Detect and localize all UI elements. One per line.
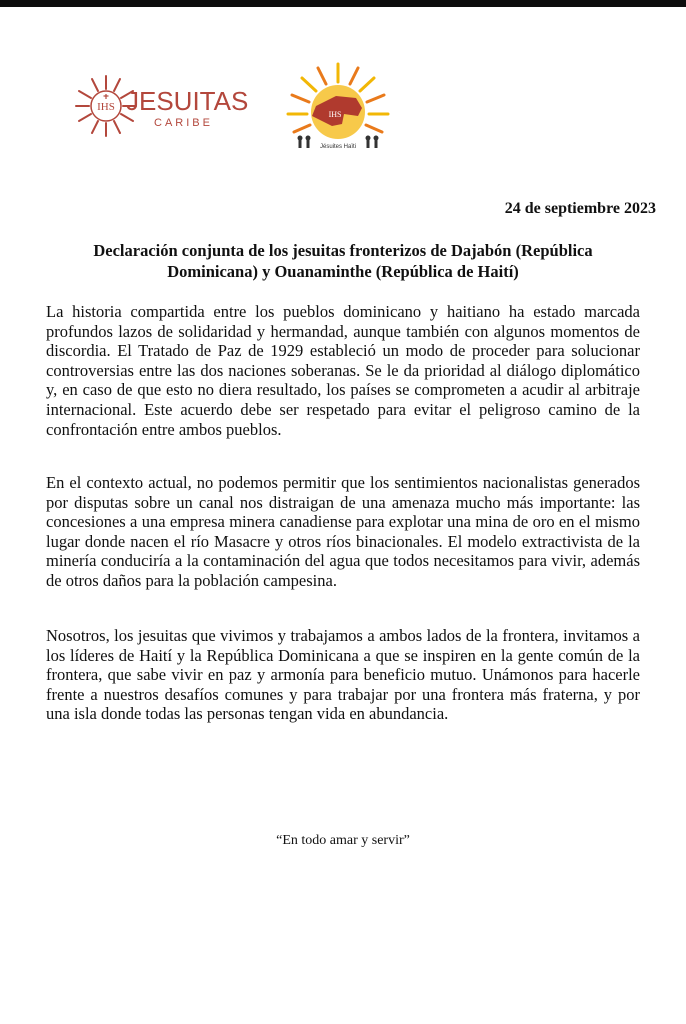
- paragraph-3: Nosotros, los jesuitas que vivimos y trabajamos a ambos lados de la frontera, invitamos a los líderes de Haití y la República Dominicana a que se inspiren en la gente común de la frontera, que sabe vivir en paz y armonía para beneficio mutuo. Unámonos para hacerle frente a nuestros desafíos comunes y para trabajar por una frontera más fraterna, y por una isla donde todas las personas tengan vida en abundancia.: [46, 626, 640, 724]
- svg-text:JESUITAS: JESUITAS: [126, 86, 249, 116]
- document-title: Declaración conjunta de los jesuitas fronterizos de Dajabón (República Dominicana) y Ouanaminthe (República de Haití): [93, 241, 593, 281]
- svg-text:CARIBE: CARIBE: [154, 117, 213, 129]
- document-date: 24 de septiembre 2023: [504, 200, 656, 217]
- svg-text:Jésuites Haïti: Jésuites Haïti: [319, 144, 357, 150]
- jesuitas-caribe-logo: [74, 70, 274, 140]
- jesuitas-haiti-logo: [274, 62, 402, 158]
- paragraph-1: La historia compartida entre los pueblos dominicano y haitiano ha estado marcada profundos lazos de solidaridad y hermandad, aunque también con algunos momentos de discordia. El Tratado de Paz de 1929 estableció un modo de proceder para solucionar controversias entre las dos naciones soberanas. Se le da prioridad al diálogo diplomático y, en caso de que esto no diera resultado, los países se comprometen a acudir al arbitraje internacional. Este acuerdo debe ser respetado para evitar el peligroso camino de la confrontación entre ambos pueblos.: [46, 302, 640, 439]
- top-bar: [0, 0, 686, 7]
- svg-text:IHS: IHS: [328, 110, 342, 119]
- motto: “En todo amar y servir”: [276, 833, 410, 848]
- logo-header: [62, 62, 422, 172]
- paragraph-2: En el contexto actual, no podemos permitir que los sentimientos nacionalistas generados por disputas sobre un canal nos distraigan de una amenaza mucho más importante: las concesiones a una empresa minera canadiense para explotar una mina de oro en el mismo lugar donde nacen el río Masacre y otros ríos binacionales. El modelo extractivista de la minería conduciría a la contaminación del agua que todos necesitamos para vivir, además de otros daños para la población campesina.: [46, 473, 640, 590]
- svg-text:IHS: IHS: [97, 101, 115, 113]
